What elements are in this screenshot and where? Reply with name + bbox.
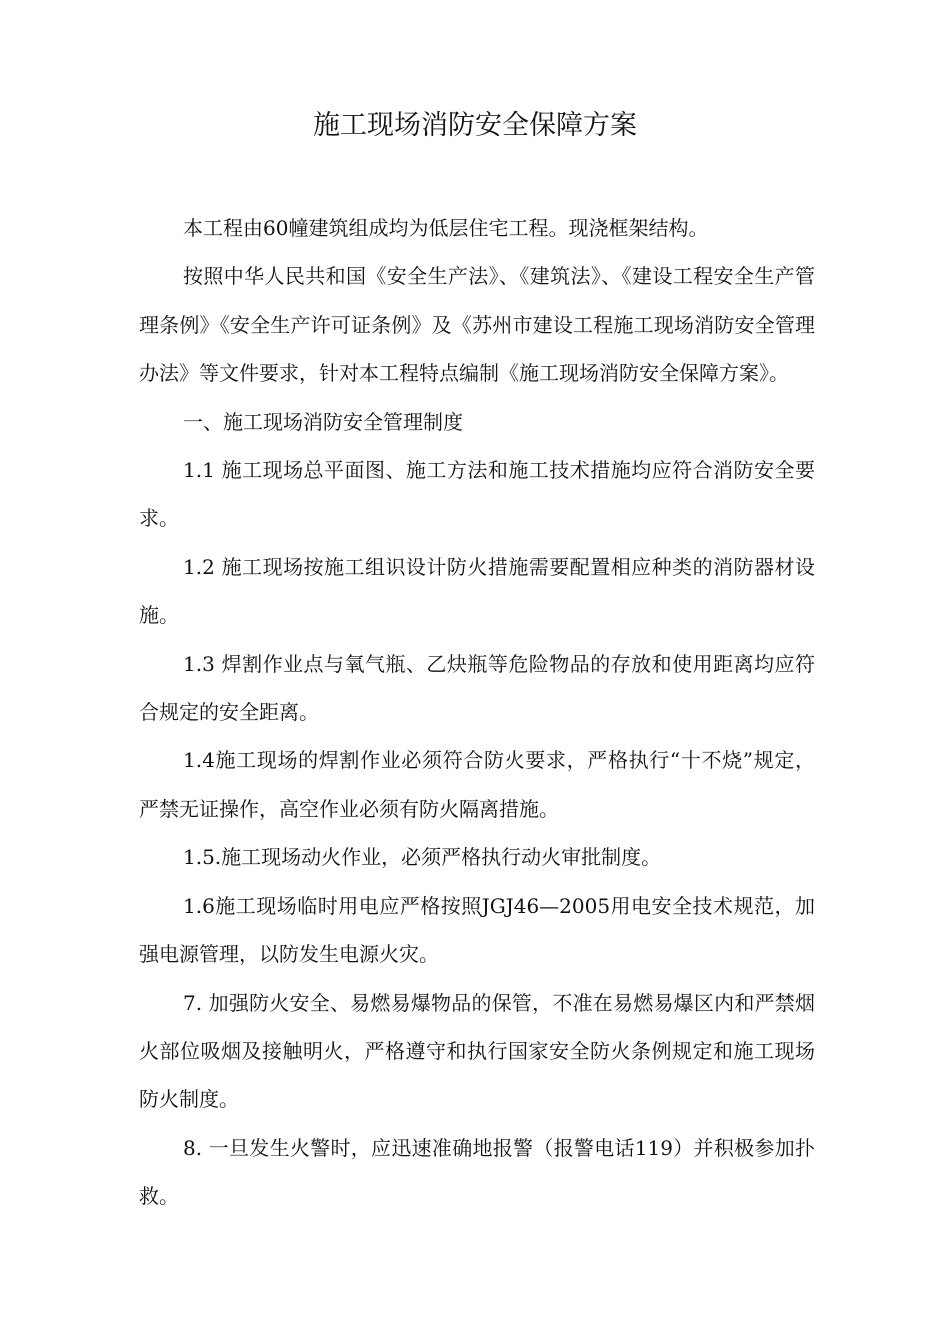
paragraph-project-overview: 本工程由60幢建筑组成均为低层住宅工程。现浇框架结构。: [183, 216, 709, 240]
paragraph-item-1-4: 1.4施工现场的焊割作业必须符合防火要求，严格执行“十不烧”规定，严禁无证操作，高空作业必须有防火隔离措施。: [139, 748, 815, 821]
section-heading-management-system: 一、施工现场消防安全管理制度: [183, 409, 463, 434]
document-body: [139, 204, 815, 1221]
paragraph-item-1-2: 1.2 施工现场按施工组识设计防火措施需要配置相应种类的消防器材设施。: [139, 554, 815, 628]
paragraph-item-1-3: 1.3 焊割作业点与氧气瓶、乙炔瓶等危险物品的存放和使用距离均应符合规定的安全距离。: [139, 651, 815, 725]
document-title: 施工现场消防安全保障方案: [313, 110, 637, 141]
paragraph-item-1-1: 1.1 施工现场总平面图、施工方法和施工技术措施均应符合消防安全要求。: [139, 458, 815, 531]
paragraph-item-1-6: 1.6施工现场临时用电应严格按照JGJ46—2005用电安全技术规范，加强电源管理，以防发生电源火灾。: [139, 893, 815, 967]
paragraph-item-7: 7. 加强防火安全、易燃易爆物品的保管，不准在易燃易爆区内和严禁烟火部位吸烟及接触明火，严格遵守和执行国家安全防火条例规定和施工现场防火制度。: [139, 990, 815, 1112]
paragraph-item-1-5: 1.5.施工现场动火作业，必须严格执行动火审批制度。: [183, 845, 662, 870]
paragraph-item-8: 8. 一旦发生火警时，应迅速准确地报警（报警电话119）并积极参加扑救。: [139, 1135, 815, 1209]
paragraph-regulations-basis: 按照中华人民共和国《安全生产法》、《建筑法》、《建设工程安全生产管理条例》《安全生产许可证条例》及《苏州市建设工程施工现场消防安全管理办法》等文件要求，针对本工程特点编制《施工现场消防安全保障方案》。: [139, 264, 815, 386]
